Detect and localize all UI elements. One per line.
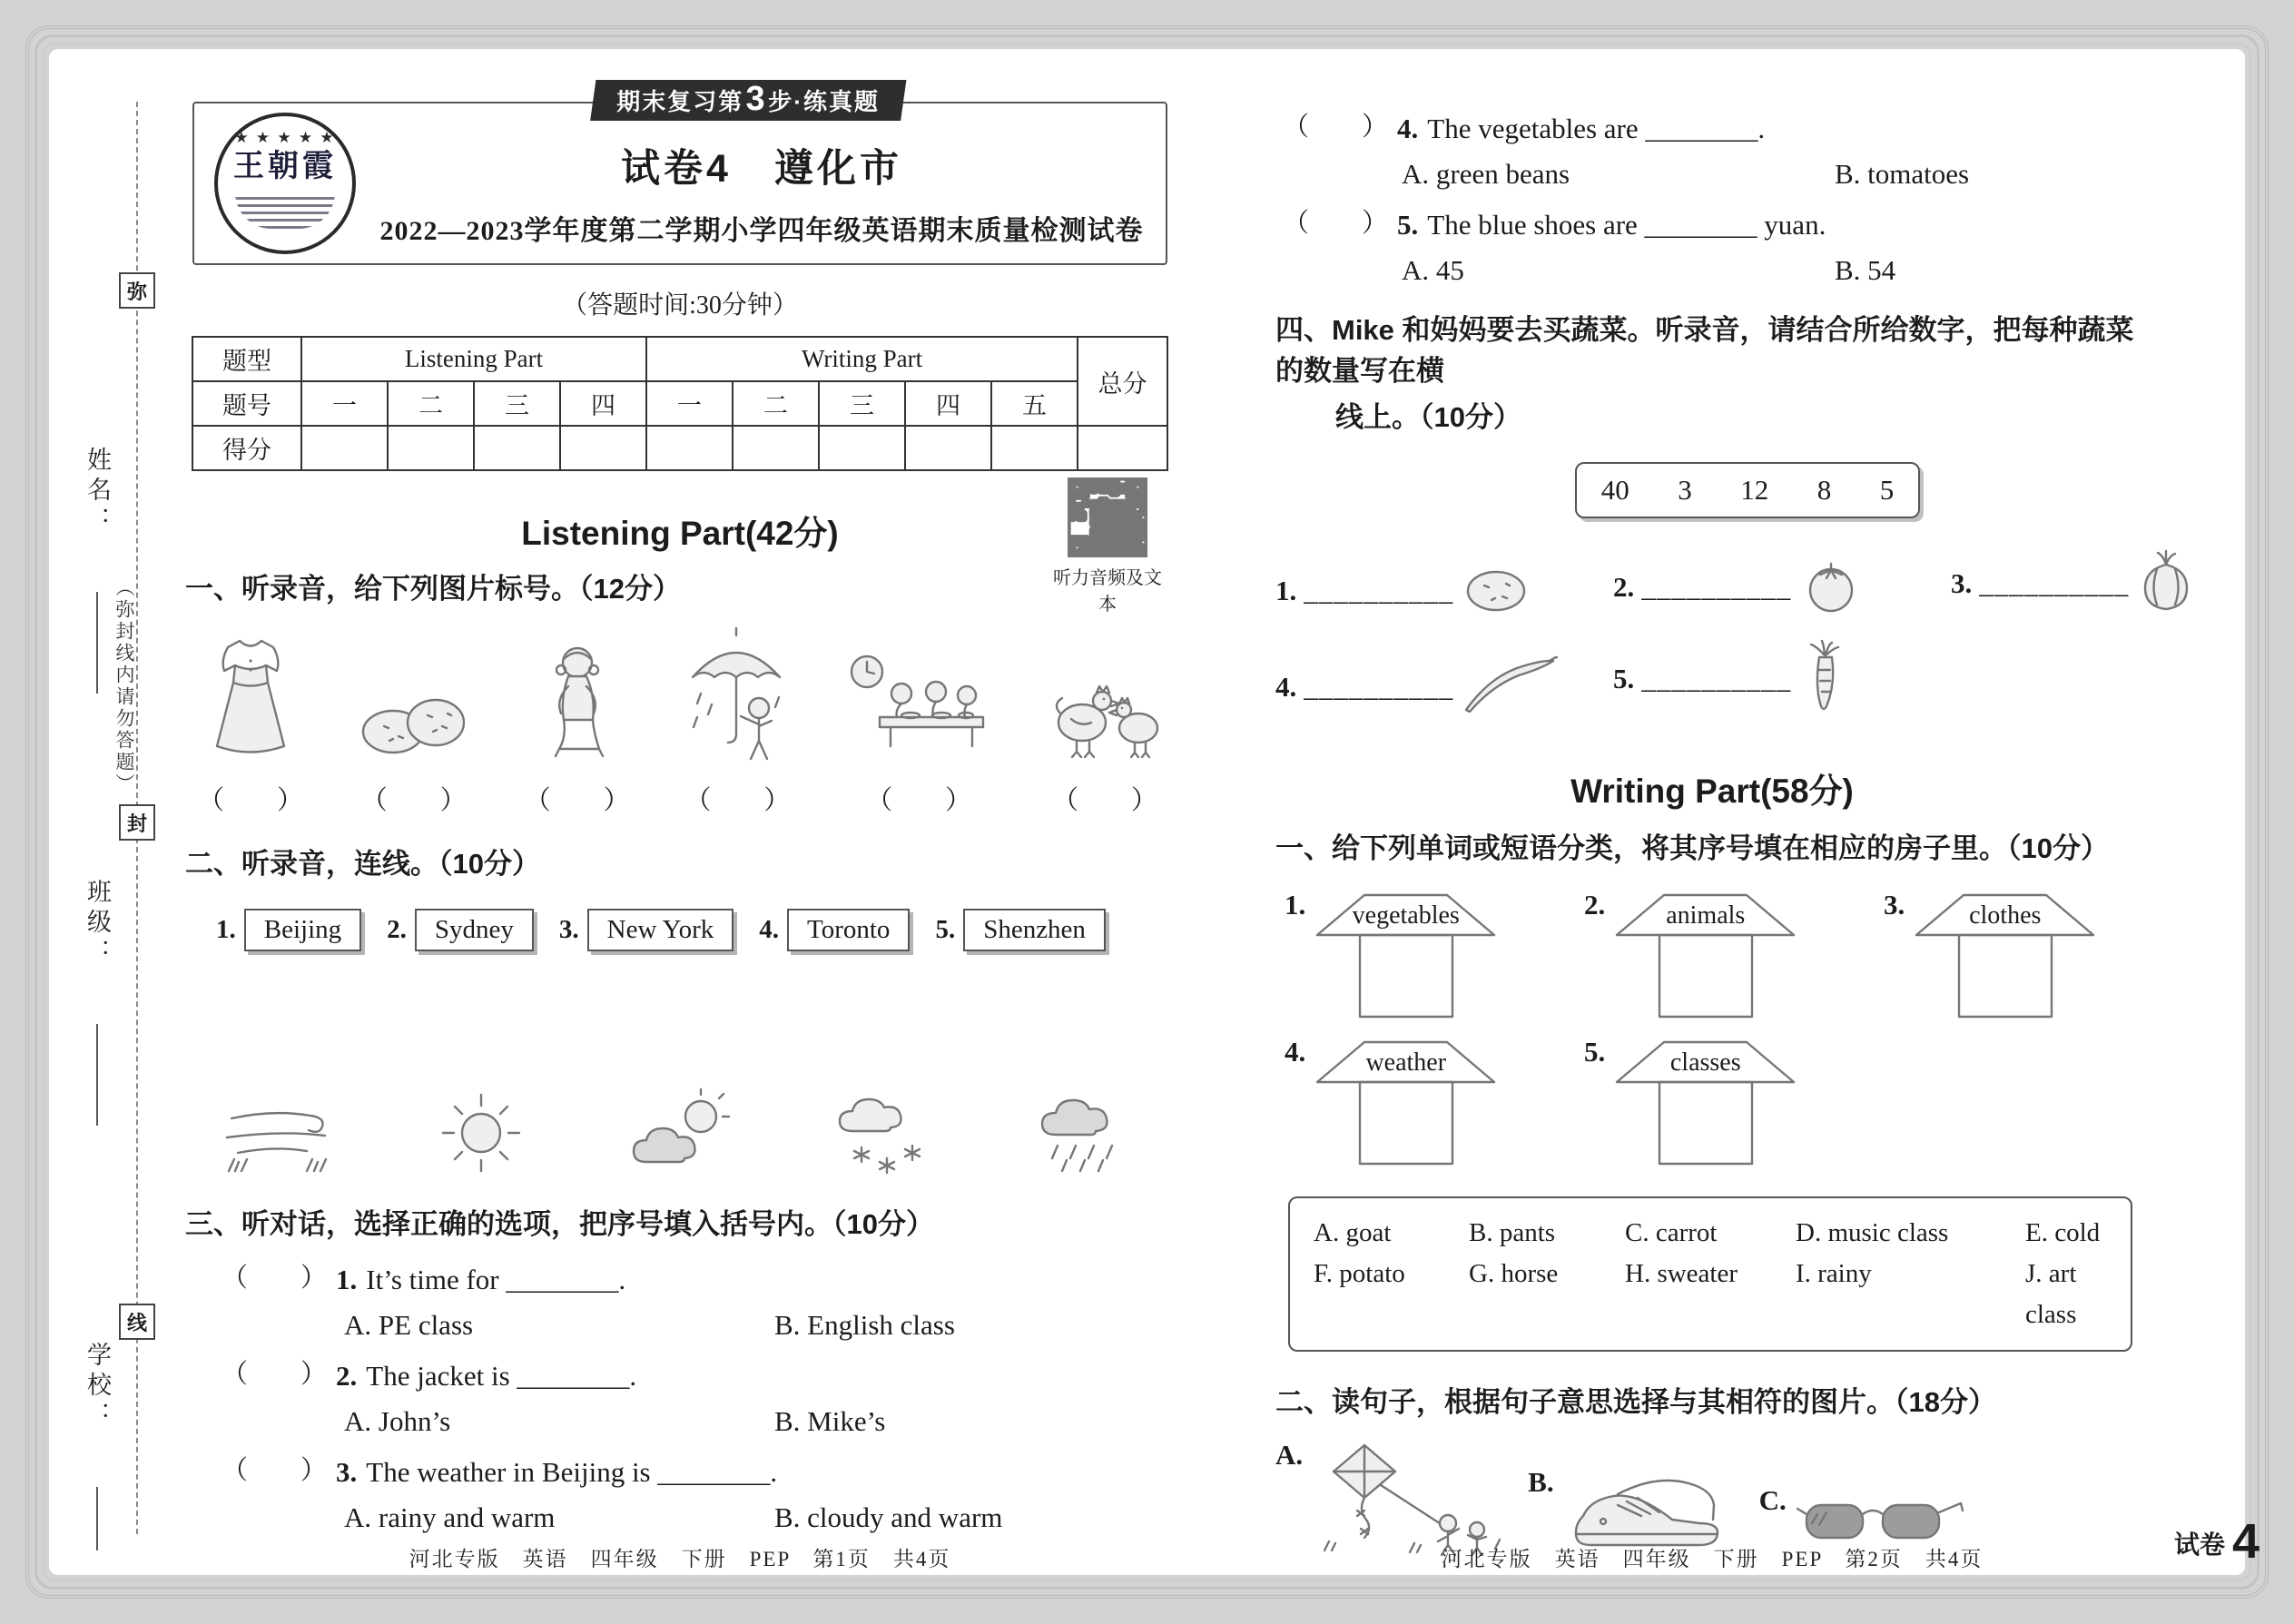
cell-l4: 四 [560,381,646,426]
rainy-weather-image[interactable] [1029,1084,1142,1179]
answer-bracket[interactable]: （ ） [222,1263,328,1293]
q4-number-bank [1575,462,1920,518]
answer-time-note: （答题时间:30分钟） [562,291,798,320]
house-shape[interactable] [1612,890,1798,1024]
q1-item-potatoes [359,686,469,817]
writing-w1-prompt: 一、给下列单词或短语分类，将其序号填在相应的房子里。（10分） [1275,832,2109,864]
score-table-row-number [192,381,1167,426]
q4-item-potato [1275,564,1613,619]
city-number: 4. [759,914,780,944]
chickens-image [1048,668,1162,765]
bank-word: E. cold [2025,1217,2101,1247]
bank-word: G. horse [1469,1258,1559,1288]
q4-item-onion [1951,549,2196,619]
answer-bracket[interactable]: （ ） [1283,113,1389,142]
option-a[interactable]: A. PE class [344,1308,474,1341]
city-number: 5. [935,914,956,944]
city-box-beijing[interactable]: Beijing [244,909,361,951]
paper-number-label: 试卷 [2173,1530,2225,1559]
badge-suffix: 步·练真题 [768,88,881,115]
option-a[interactable]: A. green beans [1402,158,1570,191]
house-shape[interactable] [1313,1037,1499,1171]
option-b[interactable]: B. tomatoes [1835,158,1970,191]
paper-number-tag [2173,1514,2260,1569]
house-weather [1285,1037,1584,1171]
listening-part-heading: Listening Part(42分) [521,515,839,552]
q1-item-chickens [1048,668,1162,817]
answer-blank[interactable]: __________ [1979,567,2130,600]
q4-number: 12 [1740,473,1769,506]
city-box-new-york[interactable]: New York [587,909,734,951]
word-bank-row-2 [1314,1254,2122,1335]
item-number: 5. [1397,209,1419,241]
item-number: 5. [1613,663,1635,695]
bank-word: C. carrot [1625,1217,1718,1247]
cell-w1: 一 [646,381,733,426]
house-number: 1. [1285,888,1306,920]
bank-word: H. sweater [1625,1258,1738,1288]
item-number: 4. [1397,113,1419,144]
house-number: 4. [1285,1035,1306,1068]
house-label: classes [1669,1048,1741,1077]
option-b[interactable]: B. cloudy and warm [774,1501,1003,1533]
house-label: weather [1365,1048,1447,1077]
children-dining-with-clock-image [845,650,992,765]
logo-stars-icon: ★ ★ ★ ★ ★ [234,129,336,146]
city-box-sydney[interactable]: Sydney [415,909,534,951]
cell-w3: 三 [819,381,905,426]
q4-item-carrot [1613,639,2149,720]
city-box-shenzhen[interactable]: Shenzhen [963,909,1106,951]
bank-word: I. rainy [1796,1258,1872,1288]
score-blank [1078,426,1167,470]
option-a[interactable]: A. John’s [344,1404,451,1437]
publisher-logo-stamp [214,113,356,254]
writing-w2-prompt: 二、读句子，根据句子意思选择与其相符的图片。（18分） [1275,1385,1996,1418]
answer-blank[interactable]: __________ [1304,575,1454,607]
qr-block [1053,477,1162,615]
w1-house-row-2 [1275,1037,2149,1171]
option-letter: C. [1758,1483,1787,1516]
item-number: 1. [336,1263,358,1295]
partly-cloudy-weather-image[interactable] [621,1088,739,1179]
score-blank [733,426,819,470]
cell-l3: 三 [474,381,560,426]
answer-bracket[interactable]: （ ） [524,785,630,815]
listening-q3-prompt: 三、听对话，选择正确的选项，把序号填入括号内。（10分） [185,1207,934,1240]
school-blank-line [96,1487,98,1550]
answer-bracket[interactable]: （ ） [684,785,791,815]
city-item-beijing [216,909,361,951]
qr-caption: 听力音频及文本 [1053,568,1162,615]
windy-weather-image[interactable] [218,1088,340,1179]
cell-question-type: 题型 [192,337,301,381]
q3-item-4 [1275,109,2149,191]
q1-item-dress [198,632,303,817]
q3-item-3 [185,1452,1175,1534]
logo-wave-lines-icon [235,192,335,229]
item-stem: The blue shoes are ________ yuan. [1427,209,1826,241]
item-number: 3. [336,1455,358,1488]
cell-w4: 四 [905,381,991,426]
q4-number: 3 [1678,473,1692,506]
potatoes-image [359,686,469,765]
cell-l2: 二 [388,381,474,426]
item-stem: The weather in Beijing is ________. [366,1455,778,1488]
answer-blank[interactable]: __________ [1641,571,1792,604]
listening-q4-prompt-line1: 四、Mike 和妈妈要去买蔬菜。听录音，请结合所给数字，把每种蔬菜的数量写在横 [1275,314,2134,387]
q4-number: 5 [1879,473,1895,506]
name-label: 姓名： [84,447,111,536]
city-number: 2. [387,914,407,944]
score-blank [388,426,474,470]
house-animals [1584,890,1884,1024]
potato-image [1461,564,1531,619]
onion-image [2136,549,2196,619]
city-item-shenzhen [935,909,1106,951]
girl-sitting-image [534,635,621,765]
answer-bracket[interactable]: （ ） [198,785,304,815]
seal-mark-2 [119,804,155,841]
cell-total-score: 总分 [1078,337,1167,426]
exam-header [192,80,1167,265]
score-blank [991,426,1078,470]
q2-city-row [185,909,1175,951]
house-shape[interactable] [1313,890,1499,1024]
cell-w2: 二 [733,381,819,426]
badge-step-number: 3 [745,80,767,118]
q4-number: 8 [1816,473,1832,506]
score-table [192,336,1168,471]
q3-item-2 [185,1356,1175,1438]
seal-mark-2-char: 封 [126,812,147,835]
item-number: 2. [336,1359,358,1392]
house-label: animals [1666,901,1746,930]
q3-item-1 [185,1260,1175,1342]
writing-part-heading: Writing Part(58分) [1570,772,1854,810]
paper-number-value: 4 [2231,1514,2260,1569]
q2-weather-row [185,1084,1175,1179]
badge-prefix: 期末复习第 [616,88,744,115]
listening-q4-prompt-line2: 线上。（10分） [1335,400,1521,433]
seal-mark-3-char: 线 [126,1311,147,1334]
school-label: 学校： [84,1342,111,1432]
house-number: 5. [1584,1035,1606,1068]
city-item-toronto [759,909,910,951]
boy-with-umbrella-image [684,625,790,765]
score-blank [474,426,560,470]
answer-bracket[interactable]: （ ） [1283,209,1389,239]
house-number: 2. [1584,888,1606,920]
q4-item-tomato [1613,556,1951,619]
score-blank [819,426,905,470]
house-label: clothes [1969,901,2042,930]
cell-l1: 一 [301,381,388,426]
house-vegetables [1285,890,1584,1024]
house-classes [1584,1037,1884,1171]
seal-mark-1 [119,272,155,309]
seal-mark-3 [119,1304,155,1340]
answer-blank[interactable]: __________ [1641,663,1792,695]
score-table-row-type [192,337,1167,381]
w1-word-bank [1288,1196,2132,1352]
qr-code-icon [1068,477,1147,557]
page-1-footer: 河北专版 英语 四年级 下册 PEP 第1页 共4页 [409,1548,951,1570]
answer-bracket[interactable]: （ ） [866,785,972,815]
item-number: 3. [1951,567,1973,600]
page-2 [1275,89,2149,1560]
cell-listening-part: Listening Part [301,337,646,381]
cell-w5: 五 [991,381,1078,426]
page-2-footer: 河北专版 英语 四年级 下册 PEP 第2页 共4页 [1441,1548,1984,1570]
name-blank-line [96,592,98,694]
option-b[interactable]: B. 54 [1835,254,1896,287]
city-number: 1. [216,914,236,944]
q1-item-dining [845,650,992,817]
score-blank [301,426,388,470]
w1-house-row-1 [1275,890,2149,1024]
seal-notice: （弥封线内请勿答题） [113,577,135,795]
option-letter: A. [1275,1438,1304,1471]
item-number: 2. [1613,571,1635,604]
score-blank [905,426,991,470]
bank-word: J. art class [2025,1258,2077,1329]
score-blank [646,426,733,470]
seal-mark-1-char: 弥 [126,280,147,303]
cell-writing-part: Writing Part [646,337,1078,381]
item-number: 1. [1275,575,1297,607]
bank-word: D. music class [1796,1217,1949,1247]
q4-vegetable-row-2 [1275,639,2149,720]
listening-q1-prompt: 一、听录音，给下列图片标号。（12分） [185,573,681,605]
answer-bracket[interactable]: （ ） [360,785,467,815]
option-letter: B. [1528,1465,1554,1498]
listening-q2-prompt: 二、听录音，连线。（10分） [185,847,540,880]
answer-bracket[interactable]: （ ） [1051,785,1157,815]
item-stem: It’s time for ________. [366,1263,626,1295]
bank-word: F. potato [1314,1258,1405,1288]
city-number: 3. [558,914,579,944]
city-box-toronto[interactable]: Toronto [787,909,910,951]
tomato-image [1798,556,1864,619]
logo-name: 王朝霞 [233,149,337,183]
option-a[interactable]: A. rainy and warm [344,1501,556,1533]
option-a[interactable]: A. 45 [1402,254,1464,287]
house-clothes [1884,890,2183,1024]
q1-item-umbrella [684,625,790,817]
class-label: 班级： [84,879,111,969]
q1-item-girl [525,635,630,817]
answer-bracket[interactable]: （ ） [222,1359,328,1389]
bank-word: B. pants [1469,1217,1556,1247]
city-item-new-york [559,909,733,951]
cell-question-number: 题号 [192,381,301,426]
exam-title: 试卷4 遵化市 [621,147,902,191]
green-bean-image [1461,655,1559,720]
item-number: 4. [1275,671,1297,704]
sunny-weather-image[interactable] [427,1088,536,1179]
house-shape[interactable] [1612,1037,1798,1171]
carrot-image [1798,639,1851,720]
q4-vegetable-row-1 [1275,549,2149,619]
answer-blank[interactable]: __________ [1304,671,1454,704]
q4-number: 40 [1600,473,1629,506]
house-number: 3. [1884,888,1905,920]
word-bank-row-1 [1314,1213,2122,1254]
snowy-weather-image[interactable] [825,1084,943,1179]
bank-word: A. goat [1314,1217,1392,1247]
dress-image [209,632,292,765]
house-shape[interactable] [1912,890,2098,1024]
item-stem: The jacket is ________. [366,1359,637,1392]
score-table-row-score [192,426,1167,470]
answer-bracket[interactable]: （ ） [222,1455,328,1485]
city-item-sydney [387,909,534,951]
cell-score-label: 得分 [192,426,301,470]
q1-picture-row [185,625,1175,817]
house-label: vegetables [1352,901,1460,930]
exam-subtitle: 2022—2023学年度第二学期小学四年级英语期末质量检测试卷 [379,216,1144,246]
q3-item-5 [1275,205,2149,287]
exam-title-block [358,103,1166,248]
score-blank [560,426,646,470]
option-b[interactable]: B. Mike’s [774,1404,886,1437]
review-step-badge [590,80,906,121]
page-1 [185,80,1175,1534]
class-blank-line [96,1024,98,1126]
item-stem: The vegetables are ________. [1427,113,1766,144]
q4-item-green-bean [1275,655,1613,720]
option-b[interactable]: B. English class [774,1308,955,1341]
